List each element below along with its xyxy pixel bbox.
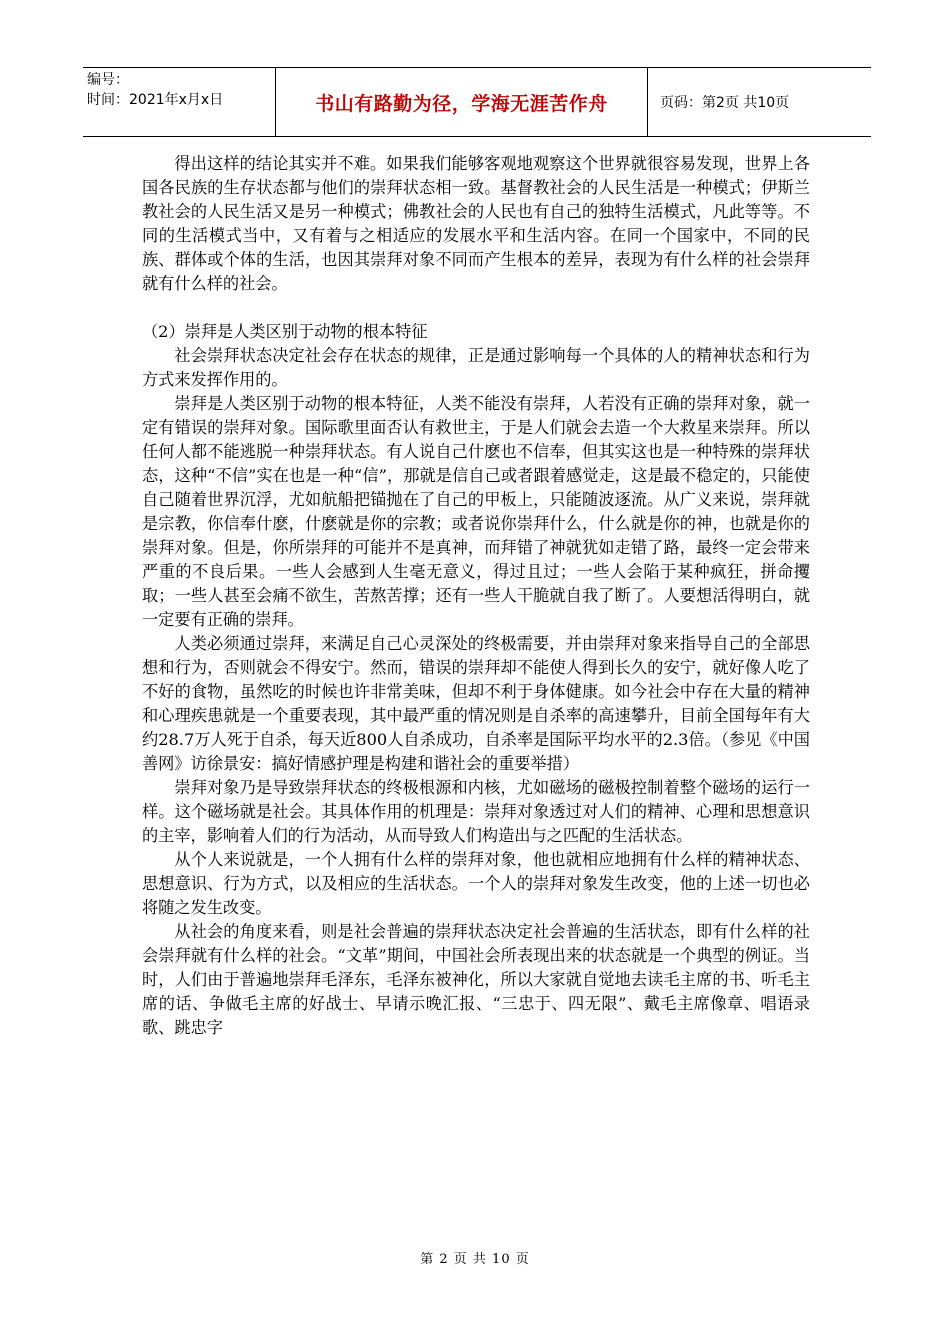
header-meta xyxy=(83,68,276,136)
page-footer: 第 2 页 共 10 页 xyxy=(420,1252,530,1267)
document-date: 时间：2021年x月x日 xyxy=(87,92,224,108)
body-paragraph: 崇拜对象乃是导致崇拜状态的终极根源和内核，尤如磁场的磁极控制着整个磁场的运行一样。这个磁场就是社会。其具体作用的机理是：崇拜对象透过对人们的精神、心理和思想意识的主宰，影响着人们的行为活动，从而导致人们构造出与之匹配的生活状态。 xyxy=(142,778,810,845)
header-motto: 书山有路勤为径，学海无涯苦作舟 xyxy=(276,68,648,136)
document-body xyxy=(142,152,810,1040)
document-number-label: 编号： xyxy=(87,72,129,88)
body-paragraph: 从个人来说就是，一个人拥有什么样的崇拜对象，他也就相应地拥有什么样的精神状态、思想意识、行为方式，以及相应的生活状态。一个人的崇拜对象发生改变，他的上述一切也必将随之发生改变。 xyxy=(142,850,810,917)
body-paragraph: 社会崇拜状态决定社会存在状态的规律，正是通过影响每一个具体的人的精神状态和行为方式来发挥作用的。 xyxy=(142,346,810,389)
page-header xyxy=(83,67,871,137)
header-page-info: 页码：第2页 共10页 xyxy=(660,95,790,111)
body-paragraph: 崇拜是人类区别于动物的根本特征，人类不能没有崇拜，人若没有正确的崇拜对象，就一定有错误的崇拜对象。国际歌里面否认有救世主，于是人们就会去造一个大救星来崇拜。所以任何人都不能逃脱一种崇拜状态。有人说自己什麽也不信奉，但其实这也是一种特殊的崇拜状态，这种“不信”实在也是一种“信”，那就是信自己或者跟着感觉走，这是最不稳定的，只能使自己随着世界沉浮，尤如航船把锚抛在了自己的甲板上，只能随波逐流。从广义来说，崇拜就是宗教，你信奉什麽，什麽就是你的宗教；或者说你崇拜什么，什么就是你的神，也就是你的崇拜对象。但是，你所崇拜的可能并不是真神，而拜错了神就犹如走错了路，最终一定会带来严重的不良后果。一些人会感到人生毫无意义，得过且过；一些人会陷于某种疯狂，拼命攫取；一些人甚至会痛不欲生，苦熬苦撑；还有一些人干脆就自我了断了。人要想活得明白，就一定要有正确的崇拜。 xyxy=(142,394,810,629)
body-paragraph: 人类必须通过崇拜，来满足自己心灵深处的终极需要，并由崇拜对象来指导自己的全部思想和行为，否则就会不得安宁。然而，错误的崇拜却不能使人得到长久的安宁，就好像人吃了不好的食物，虽然吃的时候也许非常美味，但却不利于身体健康。如今社会中存在大量的精神和心理疾患就是一个重要表现，其中最严重的情况则是自杀率的高速攀升，目前全国每年有大约28.7万人死于自杀，每天近800人自杀成功，自杀率是国际平均水平的2.3倍。（参见《中国善网》访徐景安：搞好情感护理是构建和谐社会的重要举措） xyxy=(142,634,810,773)
body-paragraph: 得出这样的结论其实并不难。如果我们能够客观地观察这个世界就很容易发现，世界上各国各民族的生存状态都与他们的崇拜状态相一致。基督教社会的人民生活是一种模式；伊斯兰教社会的人民生活又是另一种模式；佛教社会的人民也有自己的独特生活模式，凡此等等。不同的生活模式当中，又有着与之相适应的发展水平和生活内容。在同一个国家中，不同的民族、群体或个体的生活，也因其崇拜对象不同而产生根本的差异，表现为有什么样的社会崇拜就有什么样的社会。 xyxy=(142,154,810,293)
body-paragraph: 从社会的角度来看，则是社会普遍的崇拜状态决定社会普遍的生活状态，即有什么样的社会崇拜就有什么样的社会。“文革”期间，中国社会所表现出来的状态就是一个典型的例证。当时，人们由于普遍地崇拜毛泽东，毛泽东被神化，所以大家就自觉地去读毛主席的书、听毛主席的话、争做毛主席的好战士、早请示晚汇报、“三忠于、四无限”、戴毛主席像章、唱语录歌、跳忠字 xyxy=(142,922,810,1037)
section-heading: （2）崇拜是人类区别于动物的根本特征 xyxy=(142,322,428,341)
